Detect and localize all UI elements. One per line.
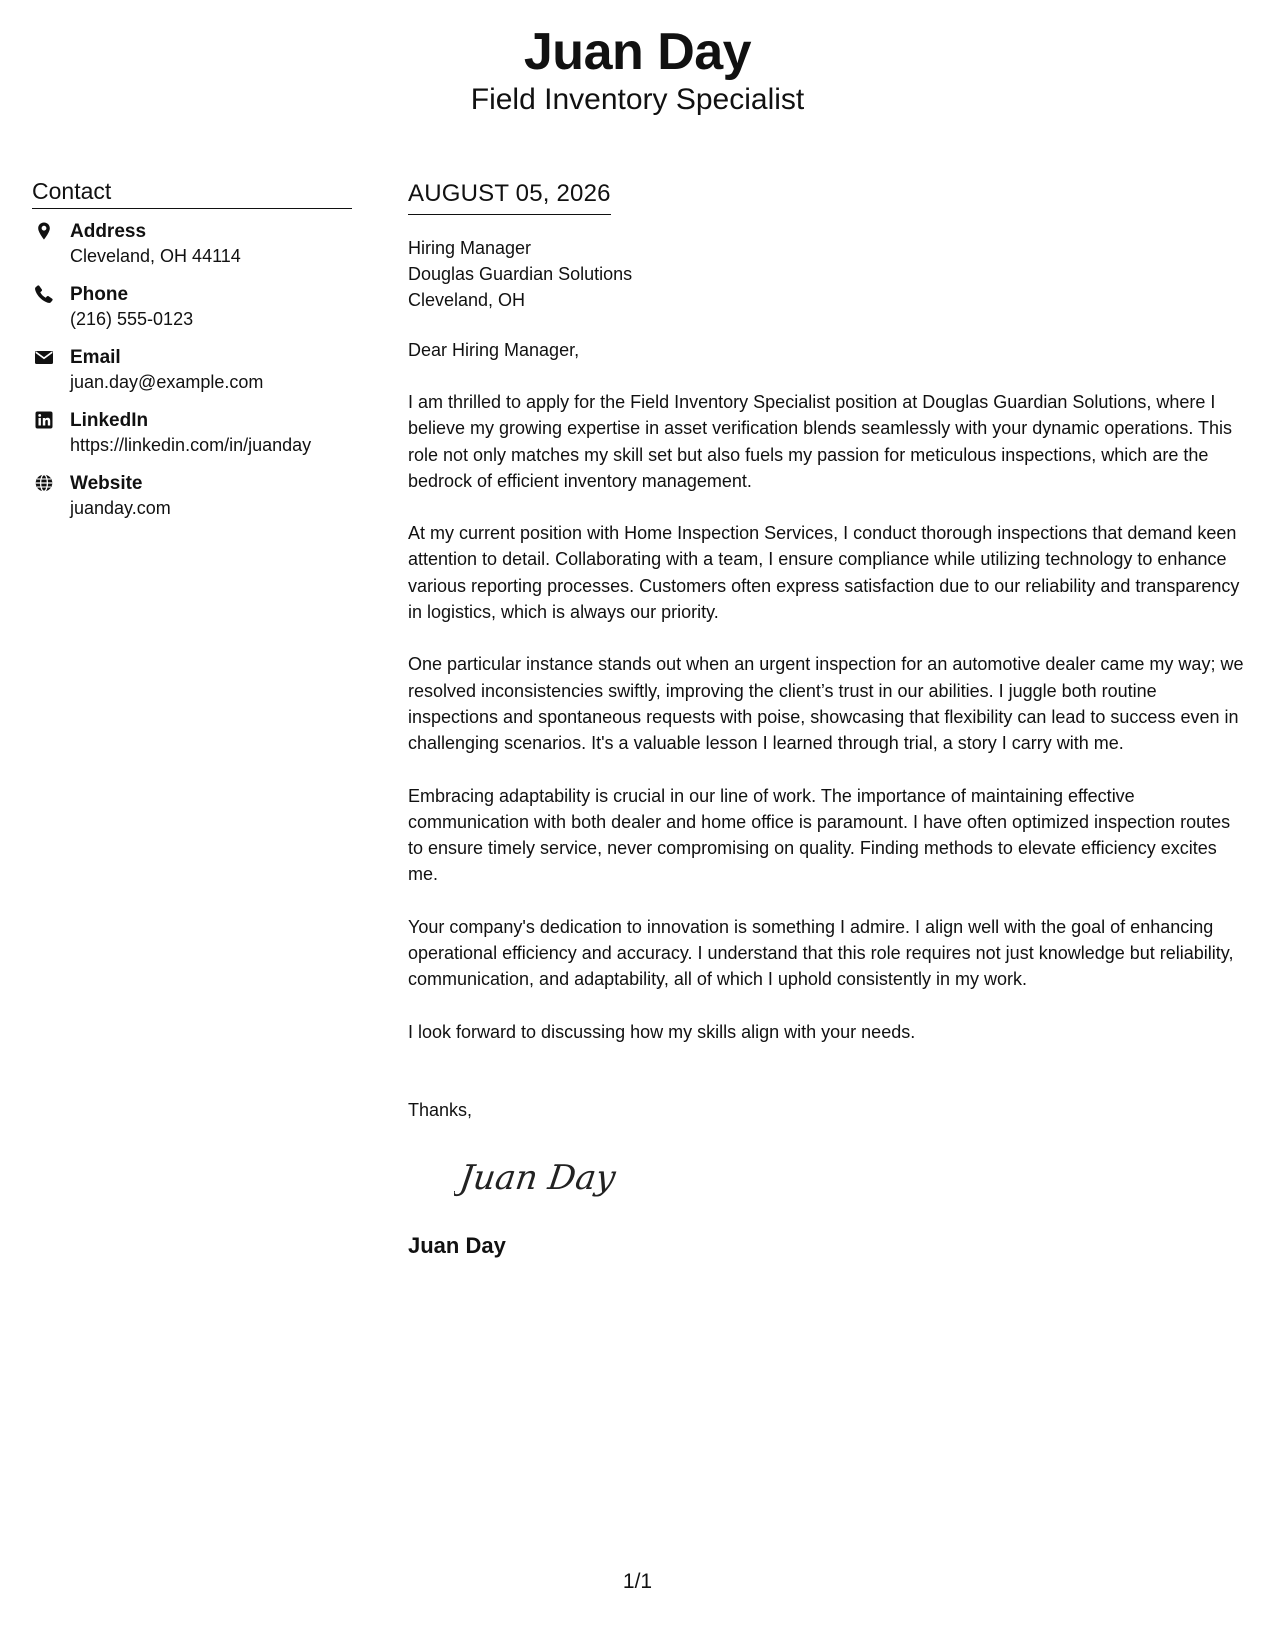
recipient-block — [408, 235, 1250, 313]
body-paragraph: At my current position with Home Inspection Services, I conduct thorough inspections that demand keen attention to detail. Collaborating with a team, I ensure compliance while utilizing technology to enhance various reporting processes. Customers often express satisfaction due to our reliability and transparency in logistics, which is always our priority. — [408, 523, 1240, 623]
page-number: 1/1 — [622, 1570, 653, 1593]
linkedin-icon — [34, 410, 54, 430]
closing: Thanks, — [408, 1099, 473, 1120]
body-paragraph: I look forward to discussing how my skills align with your needs. — [408, 1021, 916, 1042]
contact-item-website — [32, 471, 352, 521]
contact-heading: Contact — [32, 176, 352, 209]
contact-label: Phone — [70, 284, 129, 305]
salutation: Dear Hiring Manager, — [408, 340, 580, 360]
phone-value: (216) 555-0123 — [70, 309, 194, 329]
contact-item-linkedin — [32, 408, 352, 458]
applicant-title: Field Inventory Specialist — [470, 83, 805, 116]
contact-item-address — [32, 219, 352, 269]
address-value: Cleveland, OH 44114 — [70, 246, 241, 266]
signer-name: Juan Day — [408, 1232, 506, 1258]
contact-label: Address — [70, 221, 147, 242]
signature-text: Juan Day — [457, 1158, 618, 1198]
contact-label: Email — [70, 347, 121, 368]
linkedin-value[interactable]: https://linkedin.com/in/juanday — [70, 435, 312, 455]
contact-sidebar — [32, 176, 352, 534]
contact-label: LinkedIn — [70, 410, 149, 431]
letter-header — [0, 22, 1275, 118]
letter-date: AUGUST 05, 2026 — [408, 178, 611, 215]
envelope-icon — [34, 347, 54, 367]
globe-icon — [34, 473, 54, 493]
recipient-company: Douglas Guardian Solutions — [408, 264, 633, 284]
contact-list — [32, 219, 352, 521]
recipient-name: Hiring Manager — [408, 238, 532, 258]
body-paragraph: One particular instance stands out when an urgent inspection for an automotive dealer came my way; we resolved inconsistencies swiftly, improving the client’s trust in our abilities. I juggle both routine inspections and spontaneous requests with poise, showcasing that flexibility can lead to success even in challenging scenarios. It's a valuable lesson I learned through trial, a story I carry with me. — [408, 654, 1244, 754]
letter-body — [408, 178, 1250, 1260]
website-value[interactable]: juanday.com — [70, 498, 171, 518]
handwritten-signature — [454, 1149, 634, 1205]
body-paragraph: I am thrilled to apply for the Field Inventory Specialist position at Douglas Guardian Solutions, where I believe my growing expertise in asset verification blends seamlessly with your dynamic operations. This role not only matches my skill set but also fuels my passion for meticulous inspections, which are the bedrock of efficient inventory management. — [408, 392, 1233, 491]
contact-label: Website — [70, 473, 143, 494]
body-paragraph: Embracing adaptability is crucial in our line of work. The importance of maintaining effective communication with both dealer and home office is paramount. I have often optimized inspection routes to ensure timely service, never compromising on quality. Finding methods to elevate efficiency excites me. — [408, 785, 1231, 885]
phone-icon — [34, 284, 54, 304]
email-value[interactable]: juan.day@example.com — [70, 372, 264, 392]
contact-item-email — [32, 345, 352, 395]
contact-item-phone — [32, 282, 352, 332]
recipient-location: Cleveland, OH — [408, 290, 526, 310]
body-paragraph: Your company's dedication to innovation is something I admire. I align well with the goal of enhancing operational efficiency and accuracy. I understand that this role requires not just knowledge but reliability, communication, and adaptability, all of which I uphold consistently in my work. — [408, 916, 1234, 990]
map-pin-icon — [34, 221, 54, 241]
applicant-name: Juan Day — [523, 23, 752, 81]
